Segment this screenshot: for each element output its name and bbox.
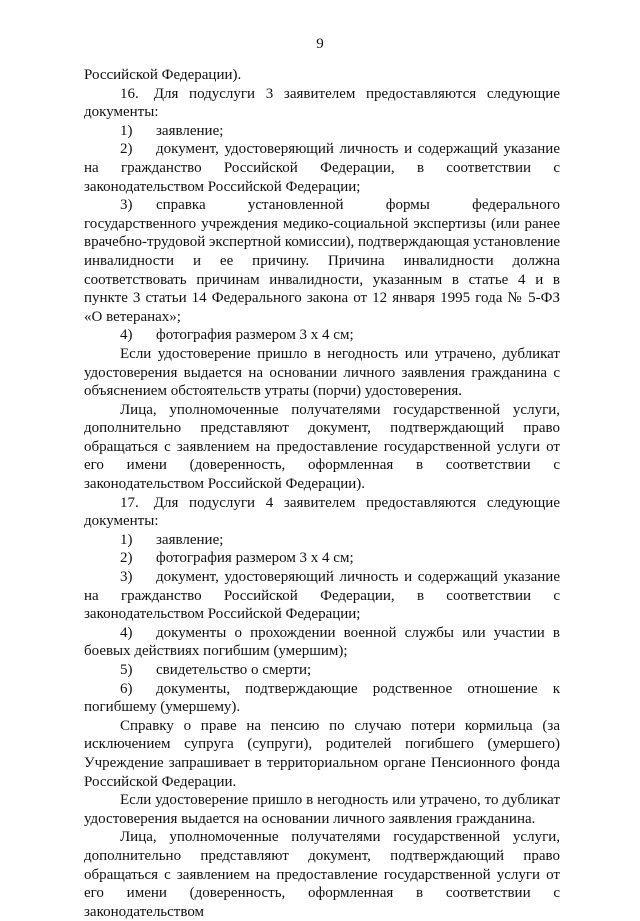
list-item-text: заявление; [156, 531, 224, 548]
document-body [84, 66, 560, 921]
list-item [84, 196, 560, 326]
paragraph-17: 17. Для подуслуги 4 заявителем предоставляются следующие документы: [84, 494, 560, 530]
list-item [84, 549, 560, 568]
list-item-text: документы о прохождении военной службы или участии в боевых действиях погибшим (умершим); [84, 624, 560, 660]
list-item-text: документ, удостоверяющий личность и содержащий указание на гражданство Российской Федерации, в соответствии с законодательством Российской Федерации; [84, 141, 560, 195]
list-subservice-4 [84, 531, 560, 717]
list-item [84, 140, 560, 196]
list-item-number: 5) [120, 662, 133, 678]
list-item [84, 326, 560, 345]
list-item-text: фотография размером 3 х 4 см; [156, 550, 354, 567]
list-item-text: свидетельство о смерти; [156, 662, 312, 678]
paragraph-representatives-2: Лица, уполномоченные получателями государственной услуги, дополнительно представляют документ, подтверждающий право обращаться с заявлением на предоставление государственной услуги от его имени (доверенность, оформленная в соответствии с законодательством [84, 829, 560, 920]
paragraph-duplicate-2: Если удостоверение пришло в негодность или утрачено, то дубликат удостоверения выдается на основании личного заявления гражданина. [84, 792, 560, 827]
list-item-text: заявление; [156, 122, 224, 139]
paragraph-representatives-1: Лица, уполномоченные получателями государственной услуги, дополнительно представляют документ, подтверждающий право обращаться с заявлением на предоставление государственной услуги от его имени (доверенность, оформленная в соответствии с законодательством Российской Федерации). [84, 401, 560, 493]
list-item-text: документ, удостоверяющий личность и содержащий указание на гражданство Российской Федерации, в соответствии с законодательством Российской Федерации; [84, 569, 560, 623]
list-item [84, 531, 560, 550]
list-item [84, 122, 560, 141]
list-item-text: документы, подтверждающие родственное отношение к погибшему (умершему). [84, 680, 560, 716]
paragraph-pension-certificate: Справку о праве на пенсию по случаю потери кормильца (за исключением супруга (супруги), родителей погибшего (умершего) Учреждение запрашивает в территориальном органе Пенсионного фонда Российской Федерации. [84, 717, 560, 790]
list-item-text: справка установленной формы федерального государственного учреждения медико-социальной экспертизы (или ранее врачебно-трудовой экспертной комиссии), подтверждающая установление инвалидности и ее причину. Причина инвалидности должна соответствовать причинам инвалидности, указанным в статье 4 и в пункте 3 статьи 14 Федерального закона от 12 января 1995 года № 5-ФЗ «О ветеранах»; [84, 197, 560, 325]
list-item-number: 2) [120, 141, 133, 158]
list-item-number: 4) [120, 327, 133, 344]
list-item [84, 568, 560, 624]
page-number: 9 [316, 36, 324, 52]
paragraph-16: 16. Для подуслуги 3 заявителем предоставляются следующие документы: [84, 85, 560, 121]
list-item-number: 1) [120, 122, 133, 139]
list-item-number: 3) [120, 569, 133, 586]
list-item-number: 1) [120, 531, 133, 548]
list-item-number: 4) [120, 624, 133, 641]
list-item [84, 661, 560, 680]
list-item-number: 6) [120, 680, 133, 697]
list-item [84, 680, 560, 717]
paragraph-duplicate-1: Если удостоверение пришло в негодность или утрачено, дубликат удостоверения выдается на основании личного заявления гражданина с объяснением обстоятельств утраты (порчи) удостоверения. [84, 345, 560, 400]
list-item-text: фотография размером 3 х 4 см; [156, 327, 354, 344]
list-subservice-3 [84, 122, 560, 345]
list-item-number: 3) [120, 197, 133, 214]
list-item [84, 624, 560, 661]
paragraph-continuation: Российской Федерации). [84, 67, 242, 83]
list-item-number: 2) [120, 550, 133, 567]
